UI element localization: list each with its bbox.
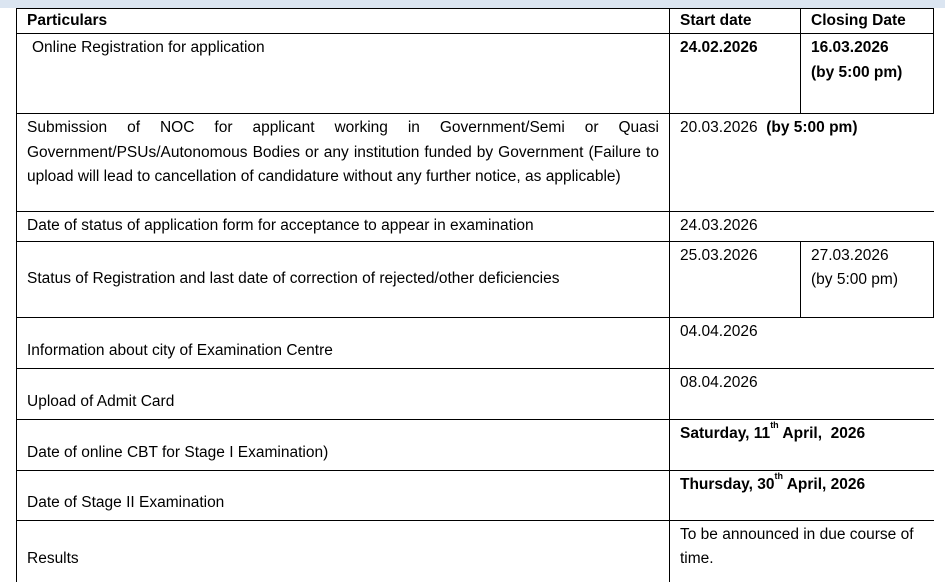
stage1-date-rest: April, 2026 — [778, 424, 866, 442]
header-start-date: Start date — [670, 9, 801, 34]
registration-closing-date: 16.03.2026 — [811, 39, 889, 56]
status-form-start-date: 24.03.2026 — [670, 212, 934, 242]
header-particulars: Particulars — [17, 9, 670, 34]
status-reg-closing-date: 27.03.2026 — [811, 246, 889, 264]
status-reg-closing-note: (by 5:00 pm) — [811, 271, 899, 288]
admit-start-date: 08.04.2026 — [670, 368, 934, 419]
stage2-particular: Date of Stage II Examination — [17, 470, 670, 520]
top-shading-strip — [0, 0, 945, 8]
table-row — [17, 114, 934, 212]
registration-closing-cell — [801, 34, 934, 114]
header-closing-date: Closing Date — [801, 9, 934, 34]
noc-start-date: 20.03.2026 — [680, 119, 758, 136]
status-reg-closing-cell — [801, 241, 934, 317]
results-particular: Results — [17, 520, 670, 582]
registration-closing-note: (by 5:00 pm) — [811, 63, 903, 81]
table-row — [17, 520, 934, 582]
stage1-date — [670, 419, 934, 470]
table-row — [17, 34, 934, 114]
stage2-date-day: Thursday, 30 — [680, 475, 775, 493]
registration-particular: Online Registration for application — [17, 34, 670, 114]
noc-particular: Submission of NOC for applicant working in Government/Semi or Quasi Government/PSUs/Autonomous Bodies or any institution funded by Government (Failure to upload will lead to cancellation of candidature without any further notice, as applicable) — [17, 114, 670, 212]
city-start-date: 04.04.2026 — [670, 317, 934, 368]
table-row — [17, 212, 934, 242]
stage2-date-sup: th — [774, 471, 783, 482]
status-reg-particular: Status of Registration and last date of correction of rejected/other deficiencies — [17, 241, 670, 317]
stage1-date-sup: th — [770, 420, 779, 431]
status-reg-start-date: 25.03.2026 — [670, 241, 801, 317]
admit-particular: Upload of Admit Card — [17, 368, 670, 419]
table-row — [17, 470, 934, 520]
table-row — [17, 419, 934, 470]
noc-start-note: (by 5:00 pm) — [766, 119, 858, 136]
city-particular: Information about city of Examination Centre — [17, 317, 670, 368]
schedule-table — [16, 8, 934, 582]
noc-start-cell — [670, 114, 934, 212]
table-row — [17, 368, 934, 419]
results-start: To be announced in due course of time. — [670, 520, 934, 582]
stage2-date — [670, 470, 934, 520]
table-row — [17, 241, 934, 317]
stage2-date-rest: April, 2026 — [782, 475, 866, 493]
stage1-date-day: Saturday, 11 — [680, 424, 771, 442]
status-form-particular: Date of status of application form for acceptance to appear in examination — [17, 212, 670, 242]
table-row — [17, 317, 934, 368]
stage1-particular: Date of online CBT for Stage I Examination) — [17, 419, 670, 470]
registration-start-date: 24.02.2026 — [670, 34, 801, 114]
table-header-row — [17, 9, 934, 34]
